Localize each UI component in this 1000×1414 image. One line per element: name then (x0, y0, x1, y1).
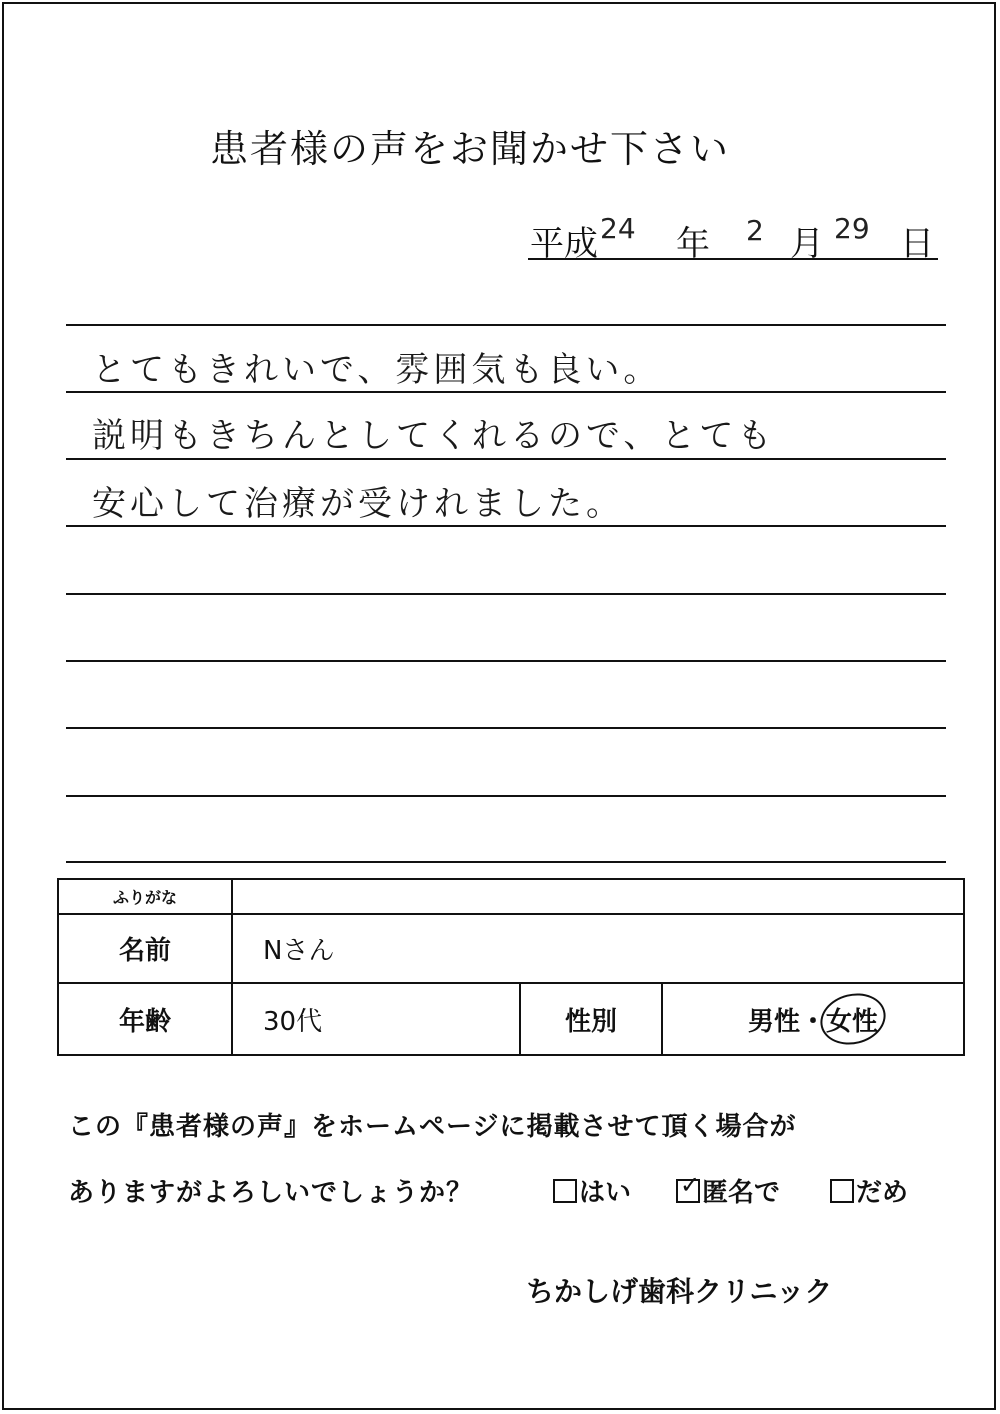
comment-text-2: 説明もきちんとしてくれるので、とても (92, 416, 776, 456)
comment-line (66, 795, 946, 797)
comment-line (66, 861, 946, 863)
date-month: 2 (746, 214, 764, 247)
option-yes-label: はい (579, 1178, 632, 1208)
option-anonymous-label: 匿名で (702, 1178, 781, 1208)
date-year-label: 年 (676, 224, 710, 264)
comment-line (66, 660, 946, 662)
comment-line (66, 391, 946, 393)
gender-separator: ・ (800, 1006, 827, 1037)
name-label: 名前 (58, 914, 232, 983)
date-era: 平成 (530, 224, 598, 264)
date-month-label: 月 (790, 224, 824, 264)
date-field (528, 212, 938, 264)
option-no-label: だめ (856, 1178, 909, 1208)
age-field[interactable]: 30代 (232, 983, 520, 1055)
comment-text-1: とてもきれいで、雰囲気も良い。 (92, 350, 662, 390)
gender-field[interactable] (662, 983, 964, 1055)
gender-female[interactable]: 女性 (826, 1006, 879, 1037)
comment-line (66, 525, 946, 527)
comment-line (66, 727, 946, 729)
date-day-label: 日 (900, 224, 934, 264)
check-mark-icon: ✓ (680, 1171, 701, 1199)
gender-male[interactable]: 男性 (747, 1006, 800, 1037)
clinic-name: ちかしげ歯科クリニック (526, 1275, 833, 1308)
gender-selection-circle (815, 987, 891, 1051)
option-yes-checkbox[interactable] (553, 1179, 577, 1203)
form-title: 患者様の声をお聞かせ下さい (209, 127, 730, 171)
comment-line (66, 593, 946, 595)
option-anonymous-checkbox[interactable] (676, 1171, 701, 1203)
furigana-label: ふりがな (58, 879, 232, 914)
furigana-field[interactable] (232, 879, 964, 914)
option-anonymous[interactable] (676, 1172, 780, 1209)
option-no-checkbox[interactable] (830, 1179, 854, 1203)
consent-question-line1: この『患者様の声』をホームページに掲載させて頂く場合が (68, 1112, 797, 1142)
age-label: 年齢 (58, 983, 232, 1055)
option-no[interactable] (830, 1172, 908, 1209)
date-day: 29 (834, 212, 870, 245)
option-yes[interactable] (553, 1172, 631, 1209)
consent-question-line2: ありますがよろしいでしょうか？ (68, 1178, 474, 1208)
date-year: 24 (600, 212, 636, 245)
comment-text-3: 安心して治療が受けれました。 (92, 484, 624, 524)
patient-info-table (57, 878, 965, 1056)
comment-line (66, 458, 946, 460)
name-field[interactable]: Nさん (232, 914, 964, 983)
gender-label: 性別 (520, 983, 662, 1055)
comment-line (66, 324, 946, 326)
